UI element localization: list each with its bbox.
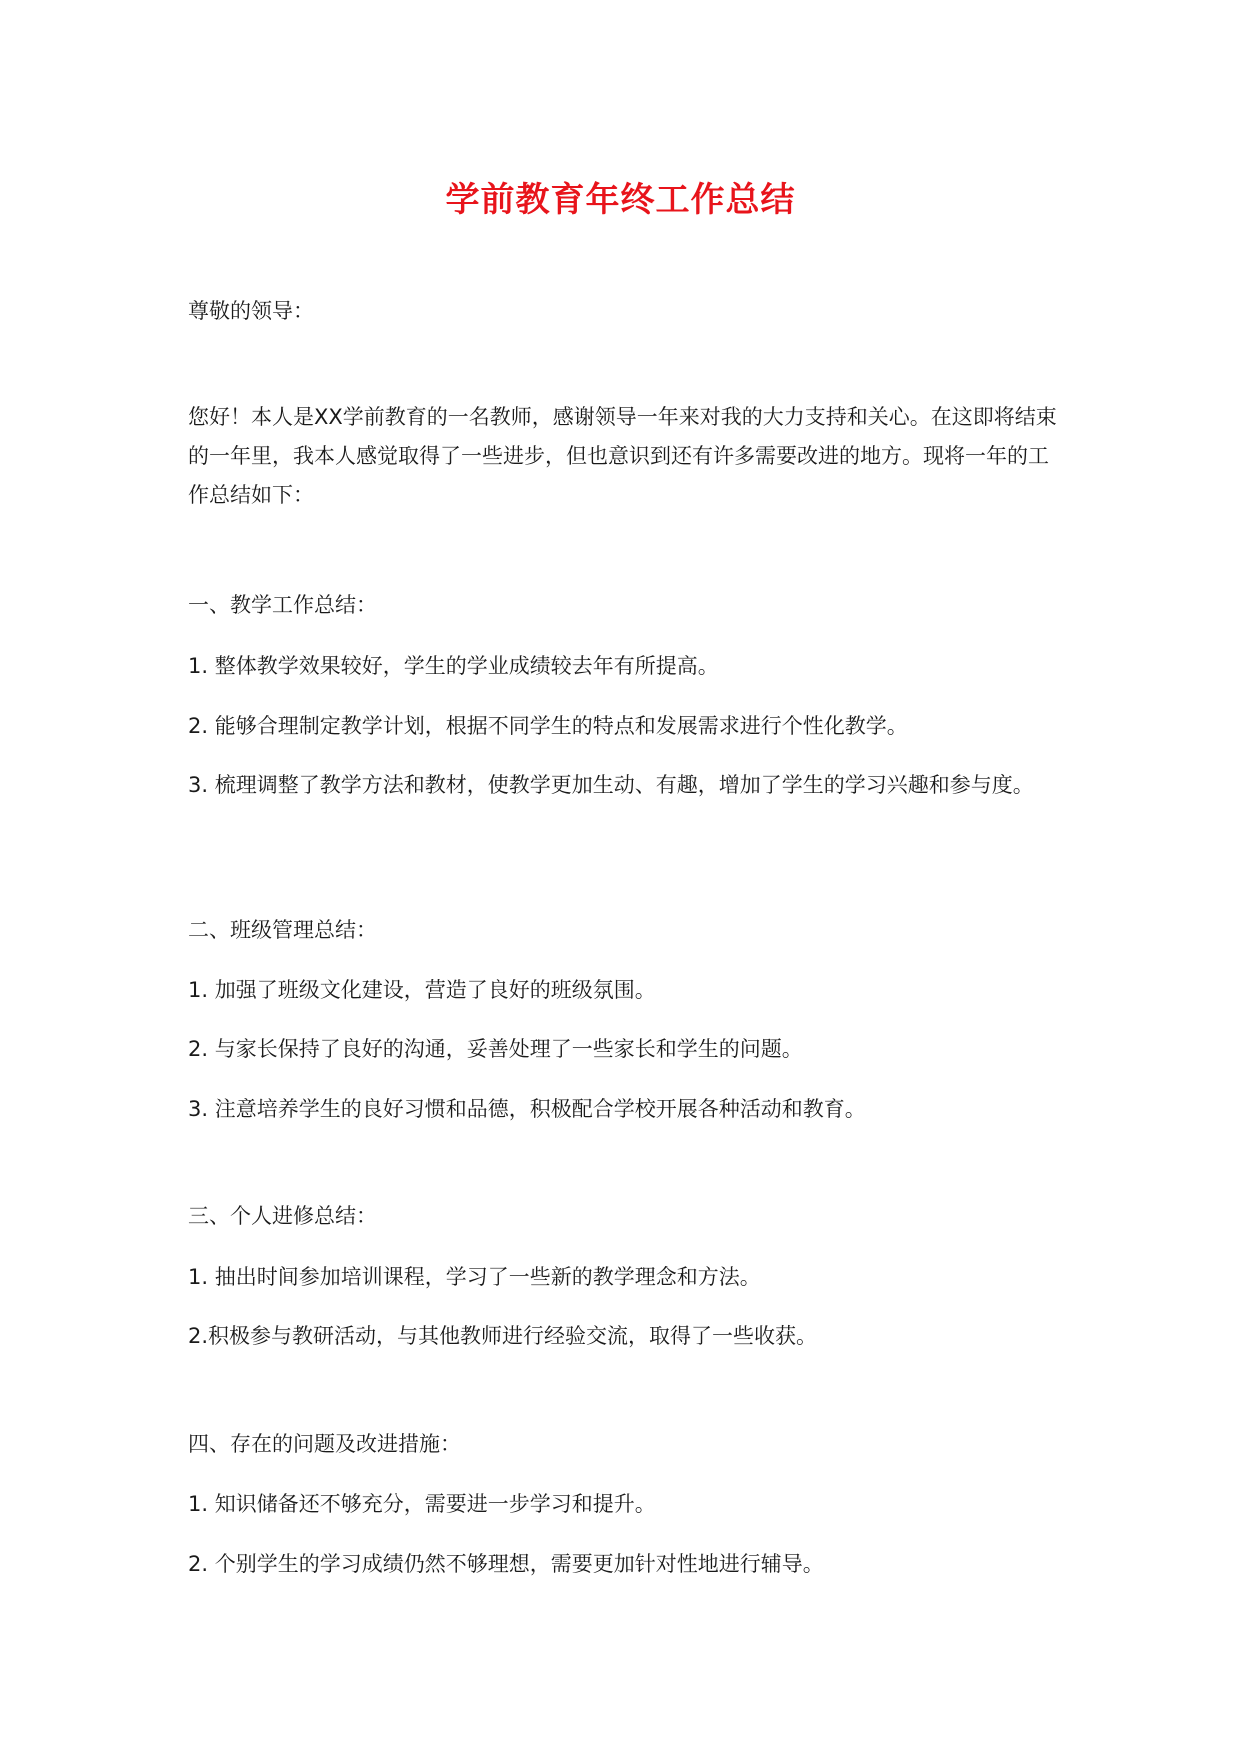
list-item: 3. 注意培养学生的良好习惯和品德，积极配合学校开展各种活动和教育。 — [188, 1097, 866, 1121]
list-item: 1. 知识储备还不够充分，需要进一步学习和提升。 — [188, 1492, 656, 1516]
list-item: 1. 整体教学效果较好，学生的学业成绩较去年有所提高。 — [188, 654, 719, 678]
list-item: 2. 与家长保持了良好的沟通，妥善处理了一些家长和学生的问题。 — [188, 1037, 803, 1061]
section-heading-class-management: 二、班级管理总结： — [188, 918, 377, 942]
salutation: 尊敬的领导： — [188, 299, 314, 323]
list-item: 2. 能够合理制定教学计划，根据不同学生的特点和发展需求进行个性化教学。 — [188, 714, 908, 738]
section-heading-personal-study: 三、个人进修总结： — [188, 1204, 377, 1228]
section-heading-problems: 四、存在的问题及改进措施： — [188, 1432, 461, 1456]
list-item: 2.积极参与教研活动，与其他教师进行经验交流，取得了一些收获。 — [188, 1324, 818, 1348]
list-item: 1. 抽出时间参加培训课程，学习了一些新的教学理念和方法。 — [188, 1265, 761, 1289]
section-heading-teaching: 一、教学工作总结： — [188, 593, 377, 617]
list-item: 2. 个别学生的学习成绩仍然不够理想，需要更加针对性地进行辅导。 — [188, 1552, 824, 1576]
list-item: 3. 梳理调整了教学方法和教材，使教学更加生动、有趣，增加了学生的学习兴趣和参与度。 — [188, 773, 1034, 797]
list-item: 1. 加强了班级文化建设，营造了良好的班级氛围。 — [188, 978, 656, 1002]
document-title: 学前教育年终工作总结 — [445, 180, 796, 220]
intro-paragraph: 您好！本人是XX学前教育的一名教师，感谢领导一年来对我的大力支持和关心。在这即将结束的一年里，我本人感觉取得了一些进步，但也意识到还有许多需要改进的地方。现将一年的工作总结如下： — [188, 405, 1057, 507]
